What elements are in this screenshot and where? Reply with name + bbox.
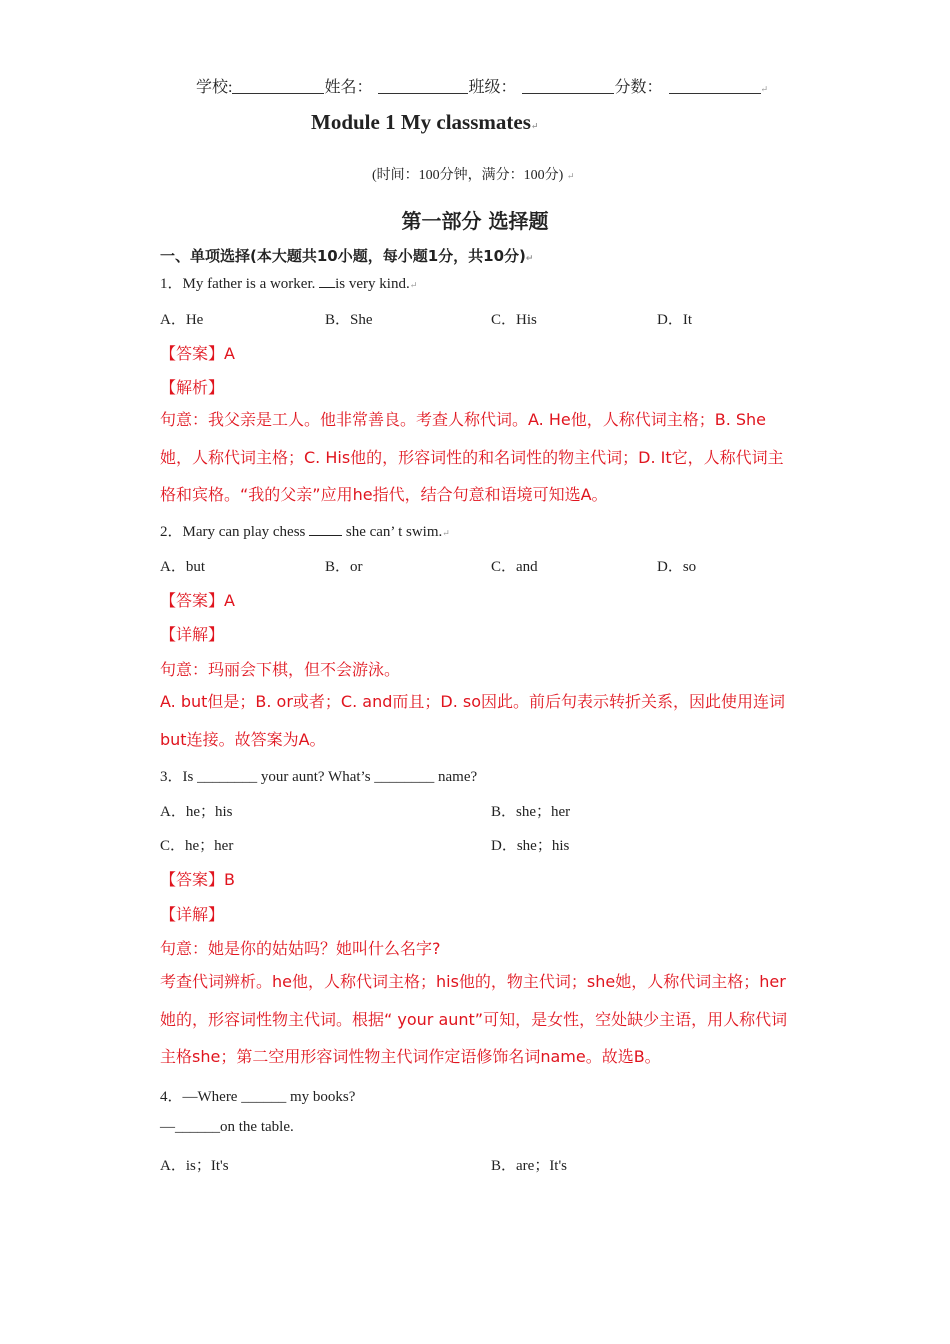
- paragraph-mark: ↵: [409, 280, 418, 290]
- q3-explanation: 考查代词辨析。he他，人称代词主格；his他的，物主代词；she她，人称代词主格；her她的，形容词性物主代词。根据“ your aunt”可知，是女性，空处缺少主语，用人称代词主格she；第二空用形容词性物主代词作定语修饰名词name。故选B。: [160, 972, 788, 1066]
- q1-analysis-tag: 【解析】: [160, 378, 225, 397]
- paragraph-mark: ↵: [566, 171, 575, 181]
- section-title-text: 一、单项选择(本大题共10小题，每小题1分，共10分): [160, 247, 526, 265]
- question-4-stem: 4．—Where ______ my books?: [160, 1089, 356, 1105]
- question-2-stem: [160, 520, 450, 541]
- q2-analysis-tag: 【详解】: [160, 625, 225, 644]
- q2-option-c: C．and: [491, 559, 538, 575]
- q2-option-b: B．or: [325, 559, 363, 575]
- student-info-header: [196, 74, 768, 97]
- q3-analysis-tag: 【详解】: [160, 905, 225, 924]
- stem-text: is very kind.: [335, 276, 410, 292]
- section-title: [160, 245, 533, 266]
- name-blank[interactable]: [378, 78, 468, 94]
- time-info: [372, 164, 574, 184]
- paragraph-mark: ↵: [760, 84, 769, 94]
- doc-title-text: Module 1 My classmates: [311, 110, 531, 134]
- q1-option-c: C．His: [491, 312, 537, 328]
- q4-option-b: B．are；It's: [491, 1158, 568, 1174]
- q1-option-d: D．It: [657, 312, 692, 328]
- q2-answer: 【答案】A: [160, 591, 235, 610]
- paragraph-mark: ↵: [525, 254, 534, 264]
- q3-option-a: A．he；his: [160, 804, 233, 820]
- q3-option-c: C．he；her: [160, 838, 234, 854]
- answer-blank[interactable]: [309, 522, 342, 536]
- q3-meaning: 句意：她是你的姑姑吗？她叫什么名字?: [160, 939, 441, 958]
- q2-option-d: D．so: [657, 559, 697, 575]
- q1-option-a: A．He: [160, 312, 204, 328]
- school-label: 学校:: [196, 79, 233, 96]
- paragraph-mark: ↵: [530, 121, 539, 131]
- score-blank[interactable]: [669, 78, 761, 94]
- q2-meaning: 句意：玛丽会下棋，但不会游泳。: [160, 660, 401, 679]
- question-3-stem: 3．Is ________ your aunt? What’s ________ name?: [160, 769, 478, 785]
- paragraph-mark: ↵: [442, 528, 450, 538]
- q3-option-b: B．she；her: [491, 804, 571, 820]
- q1-option-b: B．She: [325, 312, 373, 328]
- q2-option-a: A．but: [160, 559, 206, 575]
- school-blank[interactable]: [232, 78, 324, 94]
- q1-answer: 【答案】A: [160, 344, 235, 363]
- stem-text: 2．Mary can play chess: [160, 524, 310, 540]
- name-label: 姓名：: [324, 79, 373, 96]
- class-blank[interactable]: [522, 78, 614, 94]
- q1-explanation: 句意：我父亲是工人。他非常善良。考查人称代词。A. He他，人称代词主格；B. She她，人称代词主格；C. His他的，形容词性的和名词性的物主代词；D. It它，人称代词主格和宾格。“我的父亲”应用he指代，结合句意和语境可知选A。: [160, 410, 784, 504]
- stem-text: she can’ t swim.: [342, 524, 443, 540]
- stem-text: 1．My father is a worker.: [160, 276, 320, 292]
- q2-explanation: A. but但是；B. or或者；C. and而且；D. so因此。前后句表示转折关系，因此使用连词but连接。故答案为A。: [160, 692, 785, 749]
- answer-blank[interactable]: [319, 274, 335, 288]
- question-4-reply: —______on the table.: [160, 1119, 294, 1135]
- q4-option-a: A．is；It's: [160, 1158, 229, 1174]
- q3-answer: 【答案】B: [160, 870, 235, 889]
- class-label: 班级：: [468, 79, 517, 96]
- part-title: 第一部分 选择题: [401, 209, 549, 233]
- doc-title: [311, 110, 538, 135]
- q3-option-d: D．she；his: [491, 838, 570, 854]
- score-label: 分数：: [614, 79, 663, 96]
- time-info-text: (时间：100分钟，满分：100分): [372, 168, 564, 183]
- question-1-stem: [160, 272, 417, 293]
